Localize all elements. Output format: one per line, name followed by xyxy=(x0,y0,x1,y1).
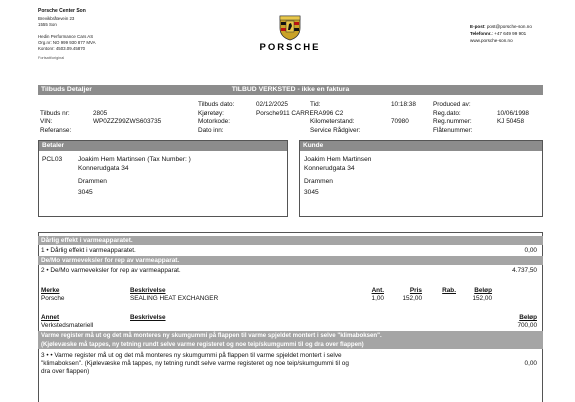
time-label: Tid: xyxy=(310,101,321,108)
company-extra: Fortsatt/original xyxy=(38,56,65,60)
reg-number-label: Reg.nummer: xyxy=(433,118,472,125)
mileage-label: Kilometerstand: xyxy=(310,118,355,125)
job3-header-line1: Varme register må ut og det må monteres ny skumgummi på flappen til varme spjeldet montert i selve "klimaboksen". xyxy=(41,332,382,339)
company-address-line2: 1555 Son xyxy=(38,22,57,27)
reg-date-value: 10/06/1998 xyxy=(497,110,529,117)
company-orgnr: Org.nr: NO 999 930 877 MVA xyxy=(38,40,96,45)
part-qty: 1,00 xyxy=(371,295,384,302)
produced-by-label: Produced av: xyxy=(433,101,471,108)
vin-label: VIN: xyxy=(40,118,53,125)
porsche-wordmark: PORSCHE xyxy=(259,42,321,53)
porsche-crest-icon xyxy=(279,14,301,41)
job2-amount: 4.737,50 xyxy=(512,267,537,274)
job3-line3: dra over flappen) xyxy=(41,368,90,375)
company-name: Porsche Center Son xyxy=(38,8,86,14)
contact-email: E-post: post@porsche-son.no xyxy=(470,24,532,29)
job1-amount: 0,00 xyxy=(524,247,537,254)
other-item: Verkstedsmateriell xyxy=(41,322,94,329)
contact-web: www.porsche-son.no xyxy=(470,38,513,43)
vehicle-label: Kjøretøy: xyxy=(198,110,224,117)
job3-line2: "klimaboksen". (Kjølevæske må tappes, ny tetning rundt selve varme registeret og noe teip/skumgummi til og xyxy=(41,360,349,367)
company-address-line1: Brevikbråtevein 23 xyxy=(38,16,75,21)
contact-phone-label: Telefonnr. xyxy=(470,31,492,36)
customer-title: Kunde xyxy=(300,141,542,151)
fleet-number-label: Flåtenummer: xyxy=(433,127,473,134)
payer-title: Betaler xyxy=(39,141,287,151)
payer-name: Joakim Hem Martinsen (Tax Number: ) xyxy=(78,156,191,163)
contact-phone: Telefonnr.: +47 649 99 901 xyxy=(470,31,527,36)
job3-amount: 0,00 xyxy=(524,360,537,367)
offer-section-title: Tilbuds Detaljer xyxy=(41,86,92,93)
date-in-label: Dato inn: xyxy=(198,127,224,134)
part-amount: 152,00 xyxy=(472,295,492,302)
parts-col-description: Beskrivelse xyxy=(130,287,166,294)
motor-label: Motorkode: xyxy=(198,118,230,125)
vin-value: WP0ZZZ99ZWS603735 xyxy=(93,118,162,125)
reference-label: Referanse: xyxy=(40,127,72,134)
offer-banner: TILBUD VERKSTED - ikke en faktura xyxy=(231,86,350,93)
other-col-amount: Beløp xyxy=(519,314,537,321)
customer-name: Joakim Hem Martinsen xyxy=(304,156,372,163)
parts-col-brand: Merke xyxy=(41,287,60,294)
job2-header: De/Mo varmeveksler for rep av varmeapparat. xyxy=(38,256,543,265)
vehicle-value: Porsche911 CARRERA996 C2 xyxy=(256,110,344,117)
payer-city: Drammen xyxy=(78,178,107,185)
reg-date-label: Reg.dato: xyxy=(433,110,461,117)
offer-date-label: Tilbuds dato: xyxy=(198,101,235,108)
payer-box xyxy=(38,140,288,217)
contact-phone-value: +47 649 99 901 xyxy=(494,31,527,36)
contact-email-label: E-post xyxy=(470,24,485,29)
parts-col-discount: Rab. xyxy=(442,287,456,294)
job3-header xyxy=(38,331,543,349)
job1-line: 1 • Dårlig effekt i varmeapparatet. xyxy=(41,247,136,254)
time-value: 10:18:38 xyxy=(391,101,416,108)
other-amount: 700,00 xyxy=(517,322,537,329)
company-account: Kontonr: 4503.09.45870 xyxy=(38,46,86,51)
company-owner: Hedin Performance Cars AS xyxy=(38,34,94,39)
contact-email-value: post@porsche-son.no xyxy=(486,24,532,29)
parts-col-amount: Beløp xyxy=(474,287,492,294)
offer-section-bar xyxy=(38,85,543,95)
part-price: 152,00 xyxy=(402,295,422,302)
job2-line: 2 • De/Mo varmeveksler for rep av varmeapparat. xyxy=(41,267,181,274)
customer-city: Drammen xyxy=(304,178,333,185)
parts-col-qty: Ant. xyxy=(371,287,384,294)
part-description: SEALING HEAT EXCHANGER xyxy=(130,295,219,302)
reg-number-value: KJ 50458 xyxy=(497,118,525,125)
other-col-other: Annet xyxy=(41,314,60,321)
parts-col-price: Pris xyxy=(409,287,422,294)
offer-nr-label: Tilbuds nr: xyxy=(40,110,70,117)
mileage-value: 70980 xyxy=(391,118,409,125)
payer-street: Konnerudgata 34 xyxy=(78,165,129,172)
job1-header: Dårlig effekt i varmeapparatet. xyxy=(38,236,543,245)
payer-code: PCL03 xyxy=(42,156,63,163)
customer-zip: 3045 xyxy=(304,189,319,196)
offer-nr: 2805 xyxy=(93,110,108,117)
service-advisor-label: Service Rådgiver: xyxy=(310,127,361,134)
offer-date: 02/12/2025 xyxy=(256,101,288,108)
payer-zip: 3045 xyxy=(78,189,93,196)
job3-header-line2: (Kjølevæske må tappes, ny tetning rundt selve varme registeret og noe teip/skumgummi til og dra over flappen) xyxy=(41,340,364,348)
customer-street: Konnerudgata 34 xyxy=(304,165,355,172)
customer-box xyxy=(299,140,543,217)
job3-line1: 3 • • Varme register må ut og det må monteres ny skumgummi på flappen til varme spjeldet montert i selve xyxy=(41,352,342,359)
porsche-logo xyxy=(250,14,330,54)
other-col-description: Beskrivelse xyxy=(130,314,166,321)
part-brand: Porsche xyxy=(41,295,65,302)
